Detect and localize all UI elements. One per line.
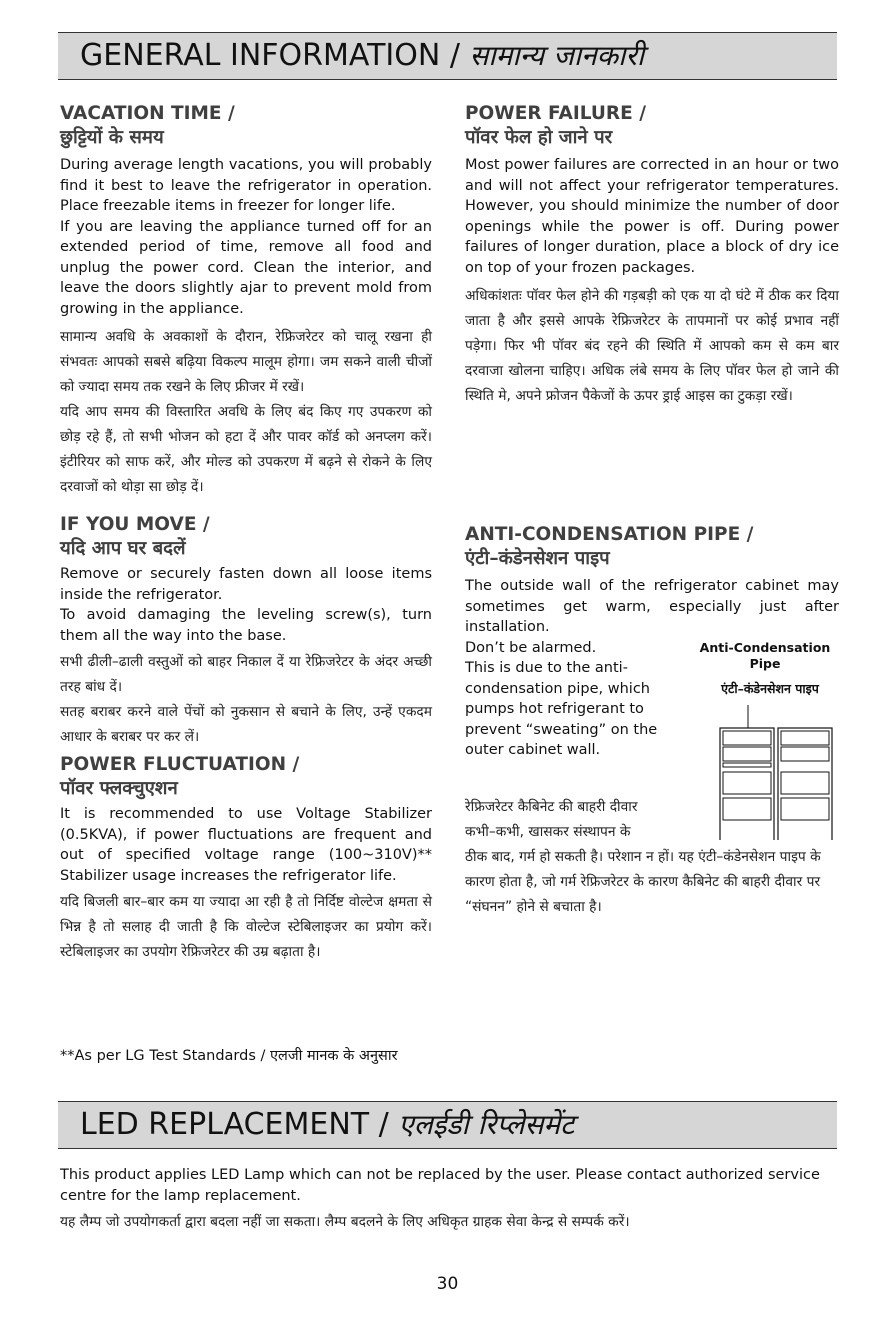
diagram-title-en: Anti-Condensation Pipe <box>699 640 831 671</box>
led-para-en: This product applies LED Lamp which can not be replaced by the user. Please contact authorized service centre for the lamp replacement. <box>60 1167 820 1204</box>
led-title-hindi: एलईडी रिप्लेसमेंट <box>398 1108 575 1141</box>
anti-line: prevent “sweating” on the <box>465 721 658 738</box>
title-hindi: सामान्य जानकारी <box>469 39 645 72</box>
anti-heading-en: ANTI-CONDENSATION PIPE / <box>465 524 754 545</box>
section-banner-led-replacement <box>58 1101 837 1149</box>
anti-hindi-rest: ठीक बाद, गर्म हो सकती है। परेशान न हों। यह एंटी–कंडेनसेशन पाइप के कारण होता है, जो गर्म रेफ्रिजरेटर के कारण कैबिनेट की बाहरी दीवार पर “संघनन” होने से बचाता है। <box>465 848 821 915</box>
anti-para-1: The outside wall of the refrigerator cabinet may sometimes get warm, especially just after installation. <box>465 578 839 635</box>
vacation-para-1: During average length vacations, you will probably find it best to leave the refrigerator in operation. Place freezable items in freezer for longer life. <box>60 157 432 214</box>
move-hindi-2: सतह बराबर करने वाले पेंचों को नुकसान से बचाने के लिए, उन्हें एकदम आधार के बराबर पर कर लें। <box>60 704 432 745</box>
anti-heading-hi: एंटी–कंडेनसेशन पाइप <box>465 548 610 569</box>
move-para-2: To avoid damaging the leveling screw(s), turn them all the way into the base. <box>60 607 432 644</box>
led-section <box>60 1165 830 1235</box>
vacation-section <box>60 103 432 500</box>
vacation-heading-en: VACATION TIME / <box>60 103 235 124</box>
anti-line: condensation pipe, which <box>465 680 650 697</box>
led-para-hi: यह लैम्प जो उपयोगकर्ता द्वारा बदला नहीं जा सकता। लैम्प बदलने के लिए अधिकृत ग्राहक सेवा केन्द्र से सम्पर्क करें। <box>60 1214 630 1230</box>
move-heading-en: IF YOU MOVE / <box>60 514 210 535</box>
fluctuation-heading-hi: पॉवर फ्लक्चुएशन <box>60 778 178 799</box>
power-failure-hindi: अधिकांशतः पॉवर फेल होने की गड़बड़ी को एक या दो घंटे में ठीक कर दिया जाता है और इससे आपके रेफ्रिजरेटर के तापमानों पर कोई प्रभाव नहीं पड़ेगा। फिर भी पॉवर बंद रहने की स्थिति में आपको कम से कम बार दरवाजा खोलना चाहिए। अधिक लंबे समय के लिए पॉवर फेल हो जाने की स्थिति मे, अपने फ्रोजन पैकेजों के ऊपर ड्राई आइस का टुकड़ा रखें। <box>465 288 839 404</box>
anti-line: Don’t be alarmed. <box>465 639 597 656</box>
vacation-hindi-2: यदि आप समय की विस्तारित अवधि के लिए बंद किए गए उपकरण को छोड़ रहे हैं, तो सभी भोजन को हटा दें और पावर कॉर्ड को अनप्लग करें। इंटीरियर को साफ करें, और मोल्ड को उपकरण में बढ़ने से रोकने के लिए दरवाजों को थोड़ा सा छोड़ दें। <box>60 404 432 495</box>
move-para-1: Remove or securely fasten down all loose items inside the refrigerator. <box>60 566 432 603</box>
refrigerator-diagram-icon <box>718 700 838 840</box>
fluctuation-heading-en: POWER FLUCTUATION / <box>60 754 300 775</box>
anti-line: pumps hot refrigerant to <box>465 701 644 717</box>
fluctuation-para-1: It is recommended to use Voltage Stabilizer (0.5KVA), if power fluctuations are frequent and out of specified voltage range (100~310V)** Stabilizer usage increases the refrigerator life. <box>60 806 432 884</box>
move-hindi-1: सभी ढीली–ढाली वस्तुओं को बाहर निकाल दें या रेफ्रिजरेटर के अंदर अच्छी तरह बांध दें। <box>60 654 432 695</box>
led-title <box>80 1102 574 1148</box>
led-title-english: LED REPLACEMENT / <box>80 1107 399 1142</box>
power-failure-para: Most power failures are corrected in an hour or two and will not affect your refrigerator temperatures. However, you should minimize the number of door openings while the power is off. During power failures of longer duration, place a block of dry ice on top of your frozen packages. <box>465 157 839 276</box>
anti-hindi-lines <box>465 795 715 845</box>
anti-hindi-line: कभी–कभी, खासकर संस्थापन के <box>465 823 631 840</box>
footnote: **As per LG Test Standards / एलजी मानक के अनुसार <box>60 1048 398 1064</box>
power-failure-heading-hi: पॉवर फेल हो जाने पर <box>465 127 613 148</box>
move-section <box>60 514 432 750</box>
anti-hindi-line: रेफ्रिजरेटर कैबिनेट की बाहरी दीवार <box>465 798 638 815</box>
anti-lines <box>465 638 685 761</box>
page-number: 30 <box>436 1274 459 1294</box>
power-failure-section <box>465 103 839 409</box>
anti-line: outer cabinet wall. <box>465 742 601 758</box>
fluctuation-hindi-1: यदि बिजली बार–बार कम या ज्यादा आ रही है तो निर्दिष्ट वोल्टेज क्षमता से भिन्न है तो सलाह दी जाती है कि वोल्टेज स्टेबिलाइजर का प्रयोग करें। स्टेबिलाइजर का उपयोग रेफ्रिजरेटर की उम्र बढ़ाता है। <box>60 894 432 960</box>
move-heading-hi: यदि आप घर बदलें <box>60 538 186 559</box>
power-failure-heading-en: POWER FAILURE / <box>465 103 646 124</box>
vacation-para-2: If you are leaving the appliance turned off for an extended period of time, remove all food and unplug the power cord. Clean the interior, and leave the doors slightly ajar to prevent mold from growing in the appliance. <box>60 218 432 317</box>
fluctuation-section <box>60 754 432 965</box>
vacation-heading-hi: छुट्टियों के समय <box>60 127 164 148</box>
diagram-title-hi: एंटी–कंडेनसेशन पाइप <box>721 681 819 696</box>
vacation-hindi-1: सामान्य अवधि के अवकाशों के दौरान, रेफ्रिजरेटर को चालू रखना ही संभवतः आपको सबसे बढ़िया विकल्प मालूम होगा। जम सकने वाली चीजों को ज्यादा समय तक रखने के लिए फ्रीजर में रखें। <box>60 329 432 395</box>
anti-line: This is due to the anti- <box>465 660 628 676</box>
page-title <box>80 33 644 79</box>
right-column <box>465 103 839 409</box>
title-english: GENERAL INFORMATION / <box>80 38 470 73</box>
left-column <box>60 103 432 965</box>
section-banner-general-information <box>58 32 837 80</box>
